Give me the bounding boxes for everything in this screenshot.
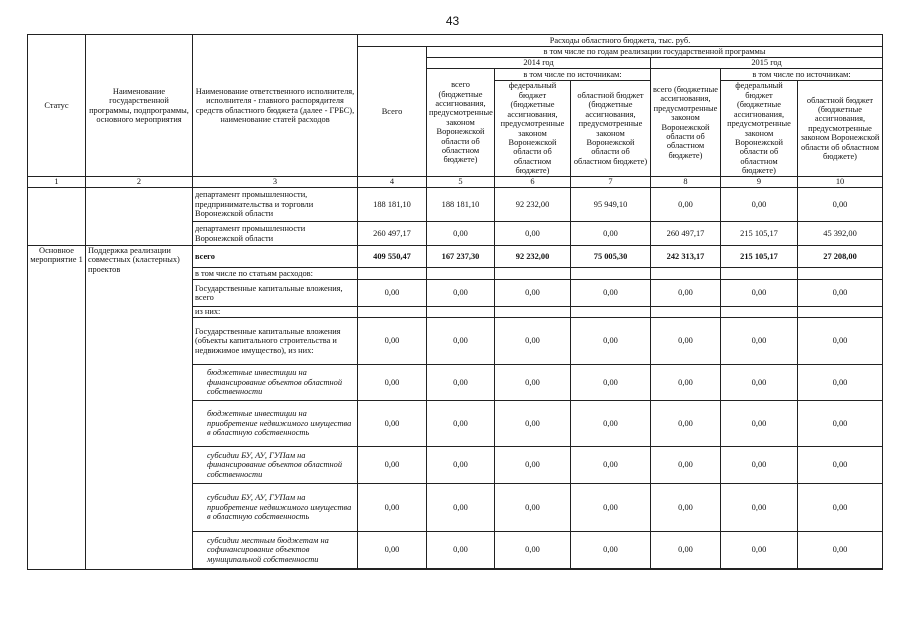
cell-value: 0,00 — [721, 188, 798, 222]
row-label: из них: — [193, 307, 358, 318]
cell-value: 0,00 — [571, 484, 651, 532]
cell-value: 0,00 — [651, 532, 721, 569]
row-label: Государственные капитальные вложения (объекты капитального строительства и недвижимое имущество), из них: — [193, 318, 358, 365]
cell-value: 0,00 — [495, 447, 571, 484]
cell-value: 0,00 — [798, 401, 883, 447]
cell-value: 0,00 — [427, 280, 495, 307]
header-2014-all: всего (бюджетные ассигнования, предусмотренные законом Воронежской области об областном бюджете) — [427, 69, 495, 177]
col-number: 4 — [358, 177, 427, 188]
cell-value: 0,00 — [427, 484, 495, 532]
cell-value — [495, 569, 571, 570]
cell-value: 0,00 — [651, 447, 721, 484]
cell-value: 0,00 — [798, 280, 883, 307]
status-empty — [28, 188, 86, 246]
cell-value: 0,00 — [427, 222, 495, 246]
cell-value: 0,00 — [651, 318, 721, 365]
cell-value: 0,00 — [571, 365, 651, 401]
cell-value — [427, 307, 495, 318]
cell-value: 215 105,17 — [721, 246, 798, 268]
cell-value: 0,00 — [571, 280, 651, 307]
cell-value: 0,00 — [721, 484, 798, 532]
column-numbers-row — [28, 177, 883, 188]
cell-value: 0,00 — [358, 280, 427, 307]
cell-value: 0,00 — [495, 280, 571, 307]
cell-value: 0,00 — [358, 484, 427, 532]
cell-value: 0,00 — [798, 365, 883, 401]
cell-value: 0,00 — [495, 222, 571, 246]
row-label: в том числе по статьям расходов: — [193, 268, 358, 280]
cell-value: 0,00 — [495, 318, 571, 365]
cell-value: 0,00 — [651, 401, 721, 447]
cell-value: 188 181,10 — [358, 188, 427, 222]
main-event-status: Основное мероприятие 1 — [28, 246, 86, 570]
header-2014-federal: федеральный бюджет (бюджетные ассигнования, предусмотренные законом Воронежской области об областном бюджете) — [495, 81, 571, 177]
cell-value: 0,00 — [721, 447, 798, 484]
col-number: 5 — [427, 177, 495, 188]
cell-value: 95 949,10 — [571, 188, 651, 222]
cell-value: 0,00 — [358, 365, 427, 401]
row-label: бюджетные инвестиции на финансирование объектов областной собственности — [193, 365, 358, 401]
cell-value: 0,00 — [427, 318, 495, 365]
cell-value: 260 497,17 — [651, 222, 721, 246]
cell-value — [358, 268, 427, 280]
cell-value: 92 232,00 — [495, 246, 571, 268]
cell-value: 409 550,47 — [358, 246, 427, 268]
cell-value — [651, 569, 721, 570]
header-year-2014: 2014 год — [427, 58, 651, 69]
header-2015-regional: областной бюджет (бюджетные ассигнования, предусмотренные законом Воронежской области об областном бюджете) — [798, 81, 883, 177]
cell-value: 215 105,17 — [721, 222, 798, 246]
cell-value: 167 237,30 — [427, 246, 495, 268]
cell-value: 45 392,00 — [798, 222, 883, 246]
header-total: Всего — [358, 47, 427, 177]
cell-value: 0,00 — [358, 401, 427, 447]
cell-value: 0,00 — [798, 447, 883, 484]
cell-value: 0,00 — [721, 401, 798, 447]
cell-value: 27 208,00 — [798, 246, 883, 268]
col-number: 7 — [571, 177, 651, 188]
cell-value: 0,00 — [358, 318, 427, 365]
cell-value — [495, 268, 571, 280]
cell-value: 0,00 — [495, 365, 571, 401]
header-2014-regional: областной бюджет (бюджетные ассигнования, предусмотренные законом Воронежской области об областном бюджете) — [571, 81, 651, 177]
cell-value — [721, 569, 798, 570]
cell-value: 0,00 — [358, 532, 427, 569]
page-number: 43 — [445, 14, 460, 28]
cell-value: 0,00 — [495, 484, 571, 532]
cell-value — [571, 569, 651, 570]
budget-table — [27, 34, 883, 570]
cell-value — [721, 307, 798, 318]
header-by-years: в том числе по годам реализации государственной программы — [427, 47, 883, 58]
cell-value — [721, 268, 798, 280]
header-program-name: Наименование государственной программы, подпрограммы, основного мероприятия — [86, 35, 193, 177]
col-number: 6 — [495, 177, 571, 188]
cell-value: 0,00 — [721, 365, 798, 401]
col-number: 3 — [193, 177, 358, 188]
cell-value — [798, 307, 883, 318]
cell-value: 0,00 — [798, 484, 883, 532]
cell-value — [798, 268, 883, 280]
cell-value: 0,00 — [721, 318, 798, 365]
cell-value: 0,00 — [798, 318, 883, 365]
cell-value: 242 313,17 — [651, 246, 721, 268]
header-2014-sources: в том числе по источникам: — [495, 69, 651, 81]
cell-value: 0,00 — [651, 365, 721, 401]
main-event-name: Поддержка реализации совместных (кластерных) проектов — [86, 246, 193, 570]
row-label: Государственные капитальные вложения, всего — [193, 280, 358, 307]
header-2015-all: всего (бюджетные ассигнования, предусмотренные законом Воронежской области об областном бюджете) — [651, 69, 721, 177]
cell-value: 0,00 — [427, 532, 495, 569]
table-row — [28, 188, 883, 222]
col-number: 2 — [86, 177, 193, 188]
row-label: субсидии местным бюджетам на софинансирование объектов муниципальной собственности — [193, 532, 358, 569]
header-year-2015: 2015 год — [651, 58, 883, 69]
cell-value — [358, 307, 427, 318]
cell-value — [651, 268, 721, 280]
cell-value: 260 497,17 — [358, 222, 427, 246]
cell-value: 188 181,10 — [427, 188, 495, 222]
cell-value: 75 005,30 — [571, 246, 651, 268]
cell-value: 0,00 — [721, 532, 798, 569]
cell-value: 0,00 — [571, 447, 651, 484]
cell-value — [651, 307, 721, 318]
cell-value: 0,00 — [427, 365, 495, 401]
cell-value: 0,00 — [358, 447, 427, 484]
cell-value — [427, 569, 495, 570]
cell-value: 0,00 — [651, 188, 721, 222]
col-number: 8 — [651, 177, 721, 188]
cell-value — [571, 307, 651, 318]
col-number: 1 — [28, 177, 86, 188]
cell-value: 0,00 — [571, 318, 651, 365]
cell-value — [798, 569, 883, 570]
header-2015-federal: федеральный бюджет (бюджетные ассигнования, предусмотренные законом Воронежской области об областном бюджете) — [721, 81, 798, 177]
header-executor: Наименование ответственного исполнителя, исполнителя - главного распорядителя средств областного бюджета (далее - ГРБС), наименование статей расходов — [193, 35, 358, 177]
table-row — [28, 246, 883, 268]
row-label: департамент промышленности, предпринимательства и торговли Воронежской области — [193, 188, 358, 222]
cell-value: 0,00 — [798, 188, 883, 222]
cell-value — [495, 307, 571, 318]
row-label: департамент промышленности Воронежской области — [193, 222, 358, 246]
row-label — [193, 569, 358, 570]
cell-value: 0,00 — [495, 401, 571, 447]
row-label: всего — [193, 246, 358, 268]
cell-value: 0,00 — [651, 280, 721, 307]
cell-value — [427, 268, 495, 280]
cell-value: 0,00 — [571, 401, 651, 447]
cell-value: 0,00 — [798, 532, 883, 569]
cell-value: 0,00 — [427, 401, 495, 447]
cell-value: 0,00 — [427, 447, 495, 484]
row-label: субсидии БУ, АУ, ГУПам на финансирование объектов областной собственности — [193, 447, 358, 484]
header-status: Статус — [28, 35, 86, 177]
row-label: бюджетные инвестиции на приобретение недвижимого имущества в областную собственность — [193, 401, 358, 447]
cell-value: 0,00 — [721, 280, 798, 307]
cell-value: 0,00 — [571, 222, 651, 246]
col-number: 10 — [798, 177, 883, 188]
cell-value — [571, 268, 651, 280]
col-number: 9 — [721, 177, 798, 188]
cell-value: 0,00 — [495, 532, 571, 569]
cell-value — [358, 569, 427, 570]
cell-value: 92 232,00 — [495, 188, 571, 222]
row-label: субсидии БУ, АУ, ГУПам на приобретение недвижимого имущества в областную собственность — [193, 484, 358, 532]
header-2015-sources: в том числе по источникам: — [721, 69, 883, 81]
program-empty — [86, 188, 193, 246]
header-expenses: Расходы областного бюджета, тыс. руб. — [358, 35, 883, 47]
cell-value: 0,00 — [651, 484, 721, 532]
cell-value: 0,00 — [571, 532, 651, 569]
